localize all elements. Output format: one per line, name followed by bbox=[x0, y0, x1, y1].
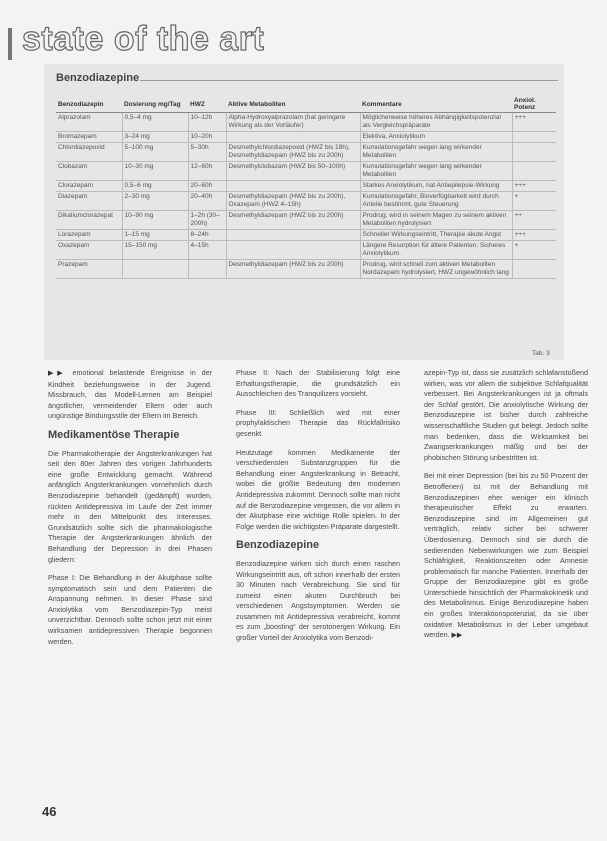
table-cell: Desmethyldiazepam (HWZ bis zu 200h) bbox=[226, 211, 360, 230]
table-cell bbox=[226, 241, 360, 260]
paragraph: Phase II: Nach der Stabilisierung folgt eine Erhaltungstherapie, die grundsätzlich ein Ausschleichen des Tranquilizers vorsieht. bbox=[236, 368, 400, 399]
section-title: state of the art bbox=[22, 20, 265, 58]
table-label: Tab. 3 bbox=[532, 350, 550, 357]
table-cell: 10–12h bbox=[188, 113, 226, 132]
paragraph: Heutzutage kommen Medikamente der verschiedensten Substanzgruppen für die Behandlung einer Angsterkrankung in Betracht, wobei die größte Bedeutung den modernen Antidepressiva zukommt. Dennoch sollte man nicht auf die Benzodiazepine vergessen, die vor allem in der Akutphase eine wichtige Rolle spielen. In der Folge werden die wichtigsten Präparate dargestellt. bbox=[236, 447, 400, 531]
table-cell: 12–60h bbox=[188, 162, 226, 181]
table-cell: Desmethylchlordiazepoxid (HWZ bis 18h), Desmethyldiazepam (HWZ bis zu 200h) bbox=[226, 143, 360, 162]
table-cell: 2–30 mg bbox=[122, 192, 188, 211]
table-cell: 15–150 mg bbox=[122, 241, 188, 260]
table-cell: +++ bbox=[512, 230, 556, 241]
table-title-divider bbox=[140, 80, 558, 81]
table-cell: 5–30h bbox=[188, 143, 226, 162]
table-cell bbox=[226, 230, 360, 241]
table-cell: 10–90 mg bbox=[122, 211, 188, 230]
table-row bbox=[56, 260, 556, 279]
table-cell: 8–24h bbox=[188, 230, 226, 241]
table-row bbox=[56, 241, 556, 260]
end-mark-icon: ▶▶ bbox=[449, 632, 463, 640]
table-cell bbox=[226, 132, 360, 143]
page-number: 46 bbox=[42, 804, 57, 819]
table-cell: Diazepam bbox=[56, 192, 122, 211]
benzodiazepine-table bbox=[56, 96, 556, 279]
table-cell: Oxazepam bbox=[56, 241, 122, 260]
table-cell: Elektiva, Anxiolytikum bbox=[360, 132, 512, 143]
table-cell: + bbox=[512, 192, 556, 211]
table-cell bbox=[512, 260, 556, 279]
table-row bbox=[56, 230, 556, 241]
table-cell: Bromazepam bbox=[56, 132, 122, 143]
column-header: Dosierung mg/Tag bbox=[122, 96, 188, 113]
table-row bbox=[56, 211, 556, 230]
table-cell: 0,5–6 mg bbox=[122, 181, 188, 192]
table-row bbox=[56, 192, 556, 211]
column-header: Benzodiazepin bbox=[56, 96, 122, 113]
table-cell: 20–60h bbox=[188, 181, 226, 192]
column-header: Anxiol. Potenz bbox=[512, 96, 556, 113]
table-row bbox=[56, 132, 556, 143]
table-cell: ++ bbox=[512, 211, 556, 230]
table-cell: Alprazolam bbox=[56, 113, 122, 132]
paragraph: Phase I: Die Behandlung in der Akutphase sollte symptomatisch sein und dem Patienten die Anspannung nehmen. In dieser Phase sind Anxiolytika vom Benzodiazepin-Typ meist unverzichtbar. Dennoch sollte schon jetzt mit einer wirksamen antidepressiven Therapie begonnen werden. bbox=[48, 573, 212, 646]
table-cell: 0,5–4 mg bbox=[122, 113, 188, 132]
table-row bbox=[56, 181, 556, 192]
table-row bbox=[56, 162, 556, 181]
paragraph: Die Pharmakotherapie der Angsterkrankungen hat seit den 80er Jahren des vorigen Jahrhunderts eine große Entwicklung gemacht. Während anfänglich Angsterkrankungen vornehmlich durch Benzodiazepine behandelt (gedämpft) wurden, rückten Antidepressiva im Laufe der Zeit immer mehr in den Mittelpunkt des Interesses. Grundsätzlich sollte sich die pharmakologische Therapie der Angsterkrankungen ähnlich der Behandlung der Depression in drei Phasen gliedern: bbox=[48, 448, 212, 564]
table-cell: Alpha-Hydroxyalprazolam (hat geringere Wirkung als der Vorläufer) bbox=[226, 113, 360, 132]
table-cell: Desmethylclobazam (HWZ bis 50–100h) bbox=[226, 162, 360, 181]
section-heading: Benzodiazepine bbox=[236, 539, 320, 552]
paragraph: Bei mit einer Depression (bei bis zu 50 Prozent der Betroffenen) ist mit der Behandlung mit Benzodiazepinen eher weniger ein klinisch therapeutischer Effekt zu erwarten. Benzodiazepine sind im Allgemeinen gut verträglich, relativ sicher bei schwerer Überdosierung. Dennoch sind sie durch die sedierenden Nebenwirkungen wie zum Beispiel Schläfrigkeit, Reaktionszeiten oder Amnesie problematisch für manche Patienten. Innerhalb der Gruppe der Benzodiazepine gibt es große Unterschiede hinsichtlich der Pharmakokinetik und des Metabolismus. Einige Benzodiazepine haben ein großes Interaktionspotenzial, da sie über oxidative Metabolismus in der Leber umgebaut werden. bbox=[424, 471, 588, 640]
table-cell: Clobazam bbox=[56, 162, 122, 181]
table-cell: Desmethyldiazepam (HWZ bis zu 200h) bbox=[226, 260, 360, 279]
table-cell: Starkes Anxiolytikum, hat Antiepilepsie-Wirkung bbox=[360, 181, 512, 192]
column-header: Aktive Metaboliten bbox=[226, 96, 360, 113]
table-cell: Kumulationsgefahr, Bioverfügbarkeit wird durch Anteile bestimmt, gute Steuerung bbox=[360, 192, 512, 211]
table-header-row bbox=[56, 96, 556, 113]
table-cell: Dikaliumclorazepat bbox=[56, 211, 122, 230]
column-header: HWZ bbox=[188, 96, 226, 113]
paragraph: azepin-Typ ist, dass sie zusätzlich schlafanstoßend wirken, was vor allem die subjektive Schlafqualität verbessert. Bei Angsterkrankungen ist ja oftmals der Schlaf gestört. Die anxiolytische Wirkung der Benzodiazepine ist bisher durch zahlreiche wissenschaftliche Studien gut belegt. Jedoch sollte man bedenken, dass die Wirksamkeit bei Zwangserkrankungen mäßig und bei der phobischen Störung unbestritten ist. bbox=[424, 368, 588, 462]
table-cell: Möglicherweise höheres Abhängigkeitspotenzial als Vergleichspräparate bbox=[360, 113, 512, 132]
text-column-1 bbox=[48, 368, 212, 655]
table-cell bbox=[188, 260, 226, 279]
table-cell: Clorazepam bbox=[56, 181, 122, 192]
table-cell: 4–15h bbox=[188, 241, 226, 260]
table-cell: 20–40h bbox=[188, 192, 226, 211]
table-cell bbox=[226, 181, 360, 192]
table-cell: Prodrug, wird in seinem Magen zu seinem aktiven Metaboliten hydrolysiert bbox=[360, 211, 512, 230]
table-row bbox=[56, 143, 556, 162]
section-heading: Medikamentöse Therapie bbox=[48, 428, 180, 441]
table-cell: 3–24 mg bbox=[122, 132, 188, 143]
table-cell: Prodrug, wird schnell zum aktiven Metaboliten Nordazepam hydrolysiert, HWZ ungewöhnlich lang bbox=[360, 260, 512, 279]
paragraph: emotional belastende Ereignisse in der Kindheit beziehungsweise in der Jugend. Missbrauch, das Modell-Lernen am Beispiel ängstlicher, vermeidender Eltern oder auch ungünstige Bindungsstile der Eltern im Bereich. bbox=[48, 368, 212, 421]
table-cell: Längere Resorption für ältere Patienten; Sicheres Anxiolytikum bbox=[360, 241, 512, 260]
table-cell: 10–20h bbox=[188, 132, 226, 143]
text-column-2 bbox=[236, 368, 400, 652]
table-cell: 1–2h (30–200h) bbox=[188, 211, 226, 230]
table-cell: Prazepam bbox=[56, 260, 122, 279]
table-cell: Lorazepam bbox=[56, 230, 122, 241]
table-cell: + bbox=[512, 241, 556, 260]
text-column-3 bbox=[424, 368, 588, 650]
table-cell bbox=[122, 260, 188, 279]
continuation-arrow-icon: ▶▶ bbox=[48, 370, 73, 377]
table-cell: +++ bbox=[512, 113, 556, 132]
paragraph: Phase III: Schließlich wird mit einer prophylaktischen Therapie das Rückfallrisiko gesenkt. bbox=[236, 407, 400, 438]
paragraph: Benzodiazepine wirken sich durch einen raschen Wirkungseintritt aus, oft schon innerhalb der ersten 30 Minuten nach Verabreichung. Sie sind für zumeist einen akuten Durchbruch bei verschiedenen Angstsymptomen. Werden sie zusammen mit Antidepressiva verabreicht, kommt es zum „boosting“ der serotonergen Wirkung. Ein großer Vorteil der Anxiolytika vom Benzodi- bbox=[236, 558, 400, 643]
header-bar bbox=[0, 12, 607, 58]
table-cell: Chlordiazepoxid bbox=[56, 143, 122, 162]
table-cell: 1–15 mg bbox=[122, 230, 188, 241]
table-cell: Schneller Wirkungseintritt, Therapie akute Angst bbox=[360, 230, 512, 241]
table-cell: Kumulationsgefahr wegen lang wirkender Metaboliten bbox=[360, 143, 512, 162]
table-row bbox=[56, 113, 556, 132]
table-cell bbox=[512, 132, 556, 143]
table-cell bbox=[512, 162, 556, 181]
table-cell: Desmethyldiazepam (HWZ bis zu 200h), Oxazepam (HWZ 4–15h) bbox=[226, 192, 360, 211]
table-cell bbox=[512, 143, 556, 162]
table-cell: +++ bbox=[512, 181, 556, 192]
table-cell: 5–100 mg bbox=[122, 143, 188, 162]
table-cell: Kumulationsgefahr wegen lang wirkender Metaboliten bbox=[360, 162, 512, 181]
table-title: Benzodiazepine bbox=[56, 72, 140, 84]
header-accent-bar bbox=[8, 28, 12, 60]
column-header: Kommentare bbox=[360, 96, 512, 113]
table-cell: 10–30 mg bbox=[122, 162, 188, 181]
